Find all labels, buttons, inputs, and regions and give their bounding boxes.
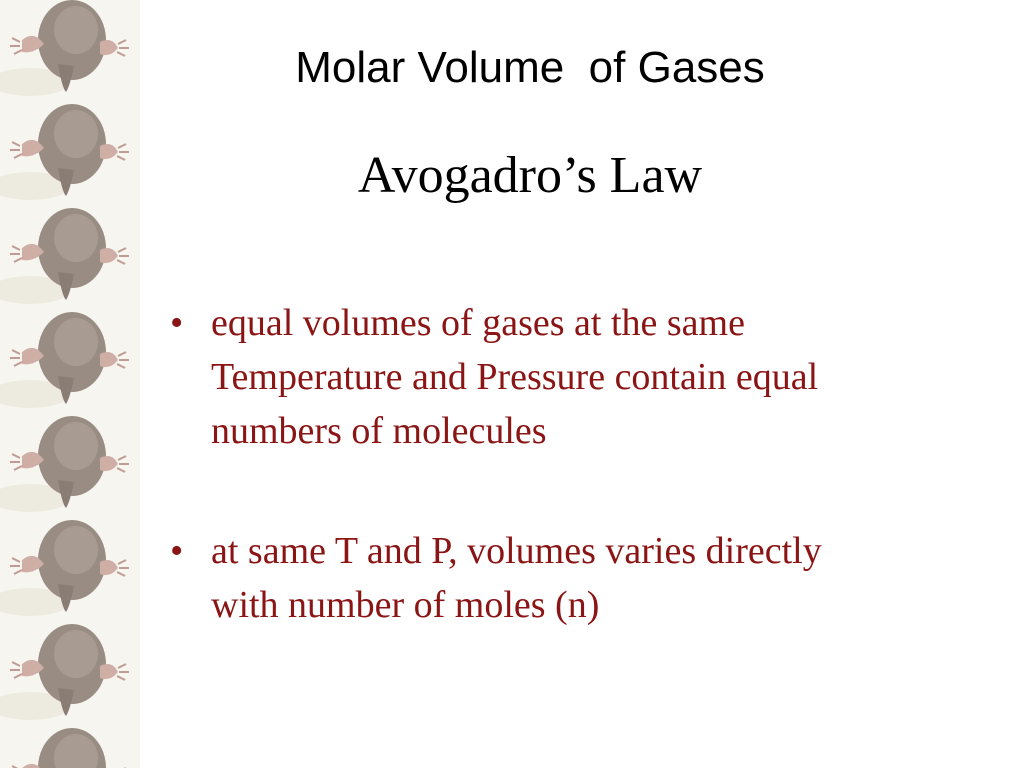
mole-image-strip <box>0 0 140 768</box>
slide-title: Molar Volume of Gases <box>295 43 765 92</box>
bullet-text: equal volumes of gases at the same Temperature and Pressure contain equal numbers of molecules <box>211 302 819 452</box>
mole-photo-tile <box>0 0 140 96</box>
bullet-list <box>170 296 890 632</box>
bullet-item <box>170 296 890 458</box>
mole-photo-tile <box>0 616 140 720</box>
bullet-text: at same T and P, volumes varies directly with number of moles (n) <box>211 530 822 626</box>
mole-photo-tile <box>0 408 140 512</box>
bullet-item <box>170 524 890 632</box>
mole-photo-tile <box>0 96 140 200</box>
mole-photo-tile <box>0 200 140 304</box>
mole-photo-tile <box>0 720 140 768</box>
bullet-marker: • <box>170 302 184 344</box>
mole-photo-tile <box>0 512 140 616</box>
bullet-marker: • <box>170 530 184 572</box>
slide-subtitle: Avogadro’s Law <box>357 147 703 204</box>
mole-photo-tile <box>0 304 140 408</box>
